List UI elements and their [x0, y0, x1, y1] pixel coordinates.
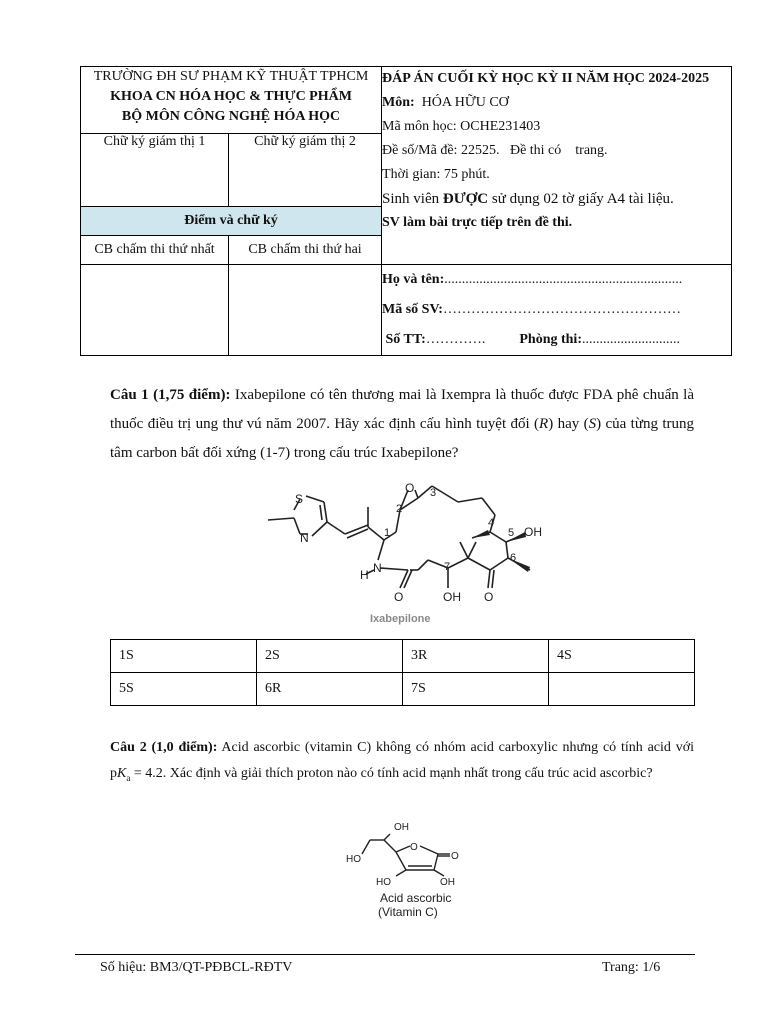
question-2-label: Câu 2 (1,0 điểm):: [110, 740, 218, 755]
footer-divider: [75, 954, 695, 955]
header-table: [80, 66, 732, 356]
direct-answer-note: SV làm bài trực tiếp trên đề thi.: [382, 215, 573, 230]
table-row: [111, 640, 695, 673]
proctor-1-label: Chữ ký giám thị 1: [103, 134, 206, 149]
exam-title: ĐÁP ÁN CUỐI KỲ HỌC KỲ II NĂM HỌC 2024-2025: [382, 71, 710, 86]
center-2-label: 2: [396, 503, 403, 515]
exam-number-line: [382, 139, 731, 163]
answer-cell: 3R: [403, 640, 549, 673]
atom-oh-7: OH: [443, 590, 461, 604]
room-label: Phòng thi:: [519, 332, 582, 347]
exam-time: Thời gian: 75 phút.: [382, 167, 490, 182]
ascorbic-caption-2: (Vitamin C): [378, 905, 438, 919]
center-7-label: 7: [444, 561, 451, 573]
atom-o-amide: O: [394, 590, 404, 604]
center-5-label: 5: [508, 527, 515, 539]
atom-o-ketone: O: [484, 590, 494, 604]
student-info: [382, 265, 732, 356]
school-info: [81, 67, 382, 134]
student-id-dots: ……………………………………………: [442, 302, 681, 317]
student-name-dots: ....................................................................: [444, 272, 683, 287]
department-name: BỘ MÔN CÔNG NGHỆ HÓA HỌC: [121, 109, 341, 124]
ascorbic-carbonyl-o: O: [451, 851, 459, 862]
proctor-1-signature: [81, 134, 229, 207]
school-name: TRƯỜNG ĐH SƯ PHẠM KỸ THUẬT TPHCM: [93, 69, 369, 84]
question-2-text-b: = 4.2. Xác định và giải thích proton nào có tính acid mạnh nhất trong cấu trúc acid ascorbic?: [130, 766, 653, 781]
rule-pre: Sinh viên: [382, 191, 443, 207]
ascorbic-ring-o: O: [410, 842, 418, 853]
answer-cell: 7S: [403, 673, 549, 706]
atom-s: S: [295, 492, 304, 506]
grader-2-box: [229, 265, 382, 356]
center-1-label: 1: [384, 527, 391, 539]
ascorbic-oh-bottom: OH: [440, 877, 455, 888]
pka-k: K: [117, 766, 127, 781]
exam-info: [382, 67, 732, 265]
subject-value: HÓA HỮU CƠ: [421, 95, 509, 110]
rule-bold: ĐƯỢC: [442, 191, 489, 207]
ascorbic-oh-top: OH: [394, 822, 409, 833]
config-r: R: [539, 416, 549, 432]
rule-post: sử dụng 02 tờ giấy A4 tài liệu.: [488, 191, 674, 207]
atom-n-amide: N: [373, 561, 382, 575]
room-dots: ............................: [581, 332, 680, 347]
grader-2-label: CB chấm thi thứ hai: [229, 236, 382, 265]
question-1-text-b: ) hay (: [548, 416, 589, 432]
answer-cell: 1S: [111, 640, 257, 673]
center-3-label: 3: [430, 487, 437, 499]
center-6-label: 6: [510, 552, 517, 564]
ascorbic-caption-1: Acid ascorbic: [380, 891, 452, 905]
ixabepilone-structure: [250, 470, 560, 630]
question-2-text-a: Acid ascorbic (vitamin C) không có nhóm acid carboxylic nhưng có tính acid với p: [110, 740, 695, 781]
question-1: [110, 381, 694, 468]
ixabepilone-caption: Ixabepilone: [370, 613, 431, 625]
question-1-label: Câu 1 (1,75 điểm):: [110, 387, 231, 403]
question-1-text-c: ) của từng trung tâm carbon bất đối xứng (1-7) trong cấu trúc Ixabepilone?: [110, 416, 694, 461]
atom-oh-5: OH: [524, 525, 542, 539]
center-4-label: 4: [488, 517, 495, 529]
proctor-2-label: Chữ ký giám thị 2: [254, 134, 356, 149]
seat-room-line: [382, 325, 731, 355]
answer-cell: 4S: [549, 640, 695, 673]
grader-1-box: [81, 265, 229, 356]
answer-cell: 2S: [257, 640, 403, 673]
answer-cell: 6R: [257, 673, 403, 706]
exam-number: Đề số/Mã đề: 22525.: [382, 143, 500, 158]
answer-table: [110, 639, 695, 706]
seat-number-label: Số TT:: [385, 332, 426, 347]
footer-page-number: Trang: 1/6: [602, 960, 661, 975]
question-1-text-a: Ixabepilone có tên thương mai là Ixempra là thuốc được FDA phê chuẩn là thuốc điều trị ung thư vú năm 2007. Hãy xác định cấu hình tuyệt đối (: [110, 387, 695, 432]
atom-o-epoxide: O: [405, 481, 415, 495]
config-s: S: [588, 416, 597, 432]
page-count: Đề thi có trang.: [509, 143, 608, 158]
subject-label: Môn:: [382, 95, 415, 110]
proctor-2-signature: [229, 134, 382, 207]
subject-line: [382, 91, 731, 115]
table-row: [111, 673, 695, 706]
faculty-name: KHOA CN HÓA HỌC & THỰC PHẨM: [110, 89, 352, 104]
atom-n-thiazole: N: [300, 531, 309, 545]
answer-cell: [549, 673, 695, 706]
pka-subscript: a: [126, 772, 131, 783]
ascorbic-ho-bottom: HO: [376, 877, 391, 888]
score-signature-title: Điểm và chữ ký: [81, 207, 382, 236]
material-rule: [382, 187, 731, 211]
ascorbic-acid-structure: [340, 818, 470, 924]
student-name-line: [382, 265, 731, 295]
answer-cell: 5S: [111, 673, 257, 706]
footer-doc-code: Số hiệu: BM3/QT-PĐBCL-RĐTV: [100, 960, 293, 975]
seat-number-dots: ………….: [425, 332, 486, 347]
student-id-label: Mã số SV:: [382, 302, 443, 317]
grader-1-label: CB chấm thi thứ nhất: [81, 236, 229, 265]
ascorbic-ho-left: HO: [346, 854, 361, 865]
student-name-label: Họ và tên:: [382, 272, 445, 287]
course-code: Mã môn học: OCHE231403: [382, 119, 541, 134]
student-id-line: [382, 295, 731, 325]
atom-h: H: [360, 568, 369, 582]
question-2: [110, 735, 694, 791]
